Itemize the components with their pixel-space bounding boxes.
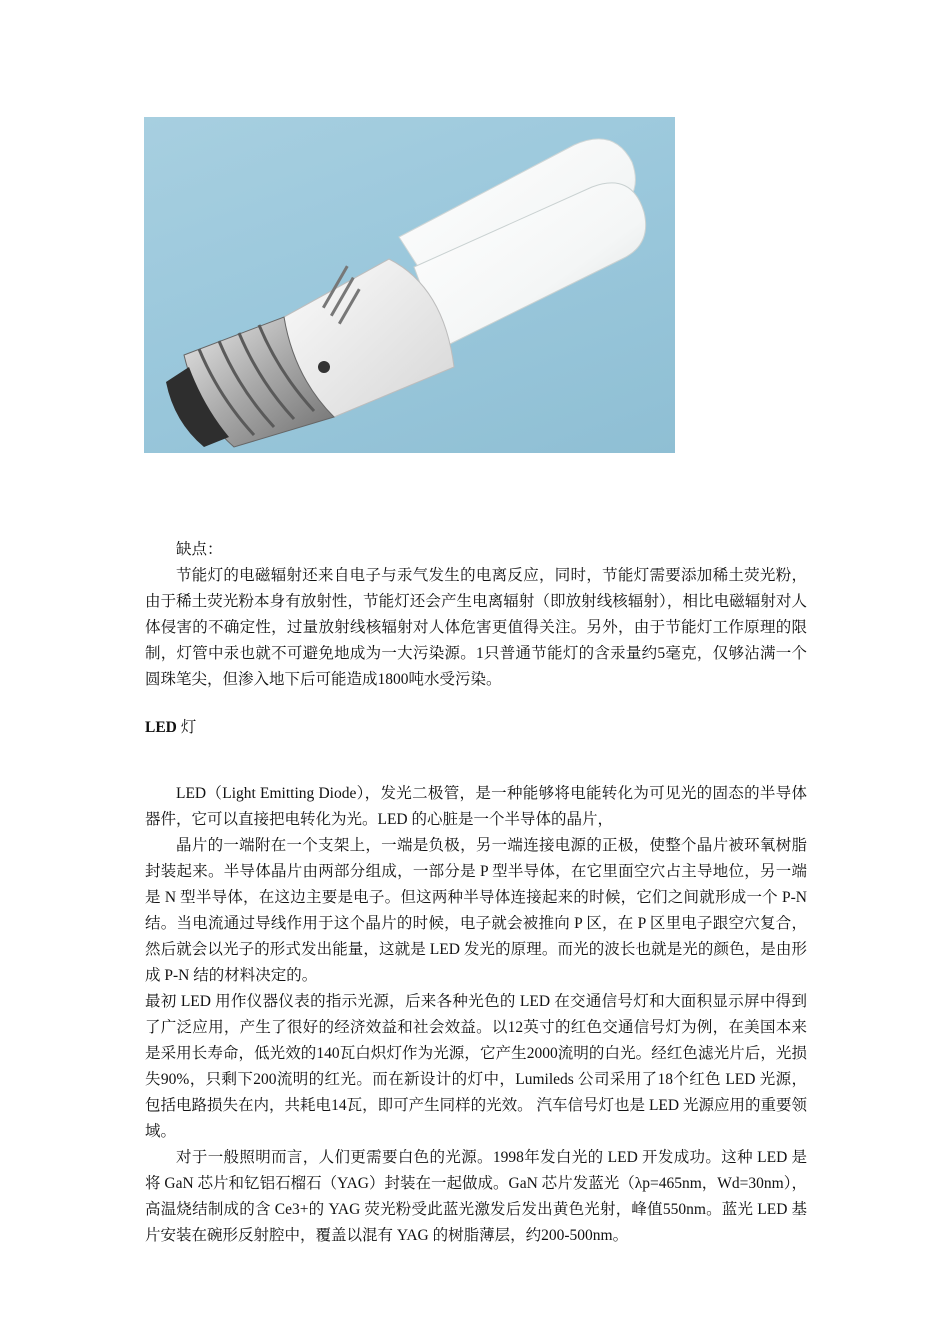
energy-saving-lamp-image bbox=[144, 117, 675, 453]
document-body bbox=[145, 537, 807, 1249]
led-heading-bold: LED bbox=[145, 719, 177, 736]
led-paragraph-2: 晶片的一端附在一个支架上，一端是负极，另一端连接电源的正极，使整个晶片被环氧树脂封装起来。半导体晶片由两部分组成，一部分是 P 型半导体，在它里面空穴占主导地位，另一端是 N 型半导体，在这边主要是电子。但这两种半导体连接起来的时候，它们之间就形成一个 P-N 结。当电流通过导线作用于这个晶片的时候，电子就会被推向 P 区，在 P 区里电子跟空穴复合，然后就会以光子的形式发出能量，这就是 LED 发光的原理。而光的波长也就是光的颜色，是由形成 P-N 结的材料决定的。 bbox=[145, 837, 807, 984]
led-paragraph-3: 最初 LED 用作仪器仪表的指示光源，后来各种光色的 LED 在交通信号灯和大面积显示屏中得到了广泛应用，产生了很好的经济效益和社会效益。以12英寸的红色交通信号灯为例，在美国本来是采用长寿命，低光效的140瓦白炽灯作为光源，它产生2000流明的白光。经红色滤光片后，光损失90%，只剩下200流明的红光。而在新设计的灯中，Lumileds 公司采用了18个红色 LED 光源，包括电路损失在内，共耗电14瓦，即可产生同样的光效。 汽车信号灯也是 LED 光源应用的重要领域。 bbox=[145, 993, 807, 1140]
drawbacks-paragraph: 节能灯的电磁辐射还来自电子与汞气发生的电离反应，同时，节能灯需要添加稀土荧光粉，由于稀土荧光粉本身有放射性，节能灯还会产生电离辐射（即放射线核辐射），相比电磁辐射对人体侵害的不确定性，过量放射线核辐射对人体危害更值得关注。另外，由于节能灯工作原理的限制，灯管中汞也就不可避免地成为一大污染源。1只普通节能灯的含汞量约5毫克，仅够沾满一个圆珠笔尖，但渗入地下后可能造成1800吨水受污染。 bbox=[145, 567, 807, 688]
led-paragraph-1: LED（Light Emitting Diode），发光二极管，是一种能够将电能转化为可见光的固态的半导体器件，它可以直接把电转化为光。LED 的心脏是一个半导体的晶片， bbox=[145, 785, 807, 828]
led-heading-rest: 灯 bbox=[176, 719, 197, 736]
drawbacks-label: 缺点： bbox=[176, 541, 223, 558]
lamp-photo bbox=[144, 117, 675, 453]
led-heading bbox=[145, 715, 807, 741]
led-paragraph-4: 对于一般照明而言，人们更需要白色的光源。1998年发白光的 LED 开发成功。这种 LED 是将 GaN 芯片和钇铝石榴石（YAG）封装在一起做成。GaN 芯片发蓝光（λp=465nm，Wd=30nm），高温烧结制成的含 Ce3+的 YAG 荧光粉受此蓝光激发后发出黄色光射，峰值550nm。蓝光 LED 基片安装在碗形反射腔中，覆盖以混有 YAG 的树脂薄层，约200-500nm。 bbox=[145, 1149, 807, 1244]
